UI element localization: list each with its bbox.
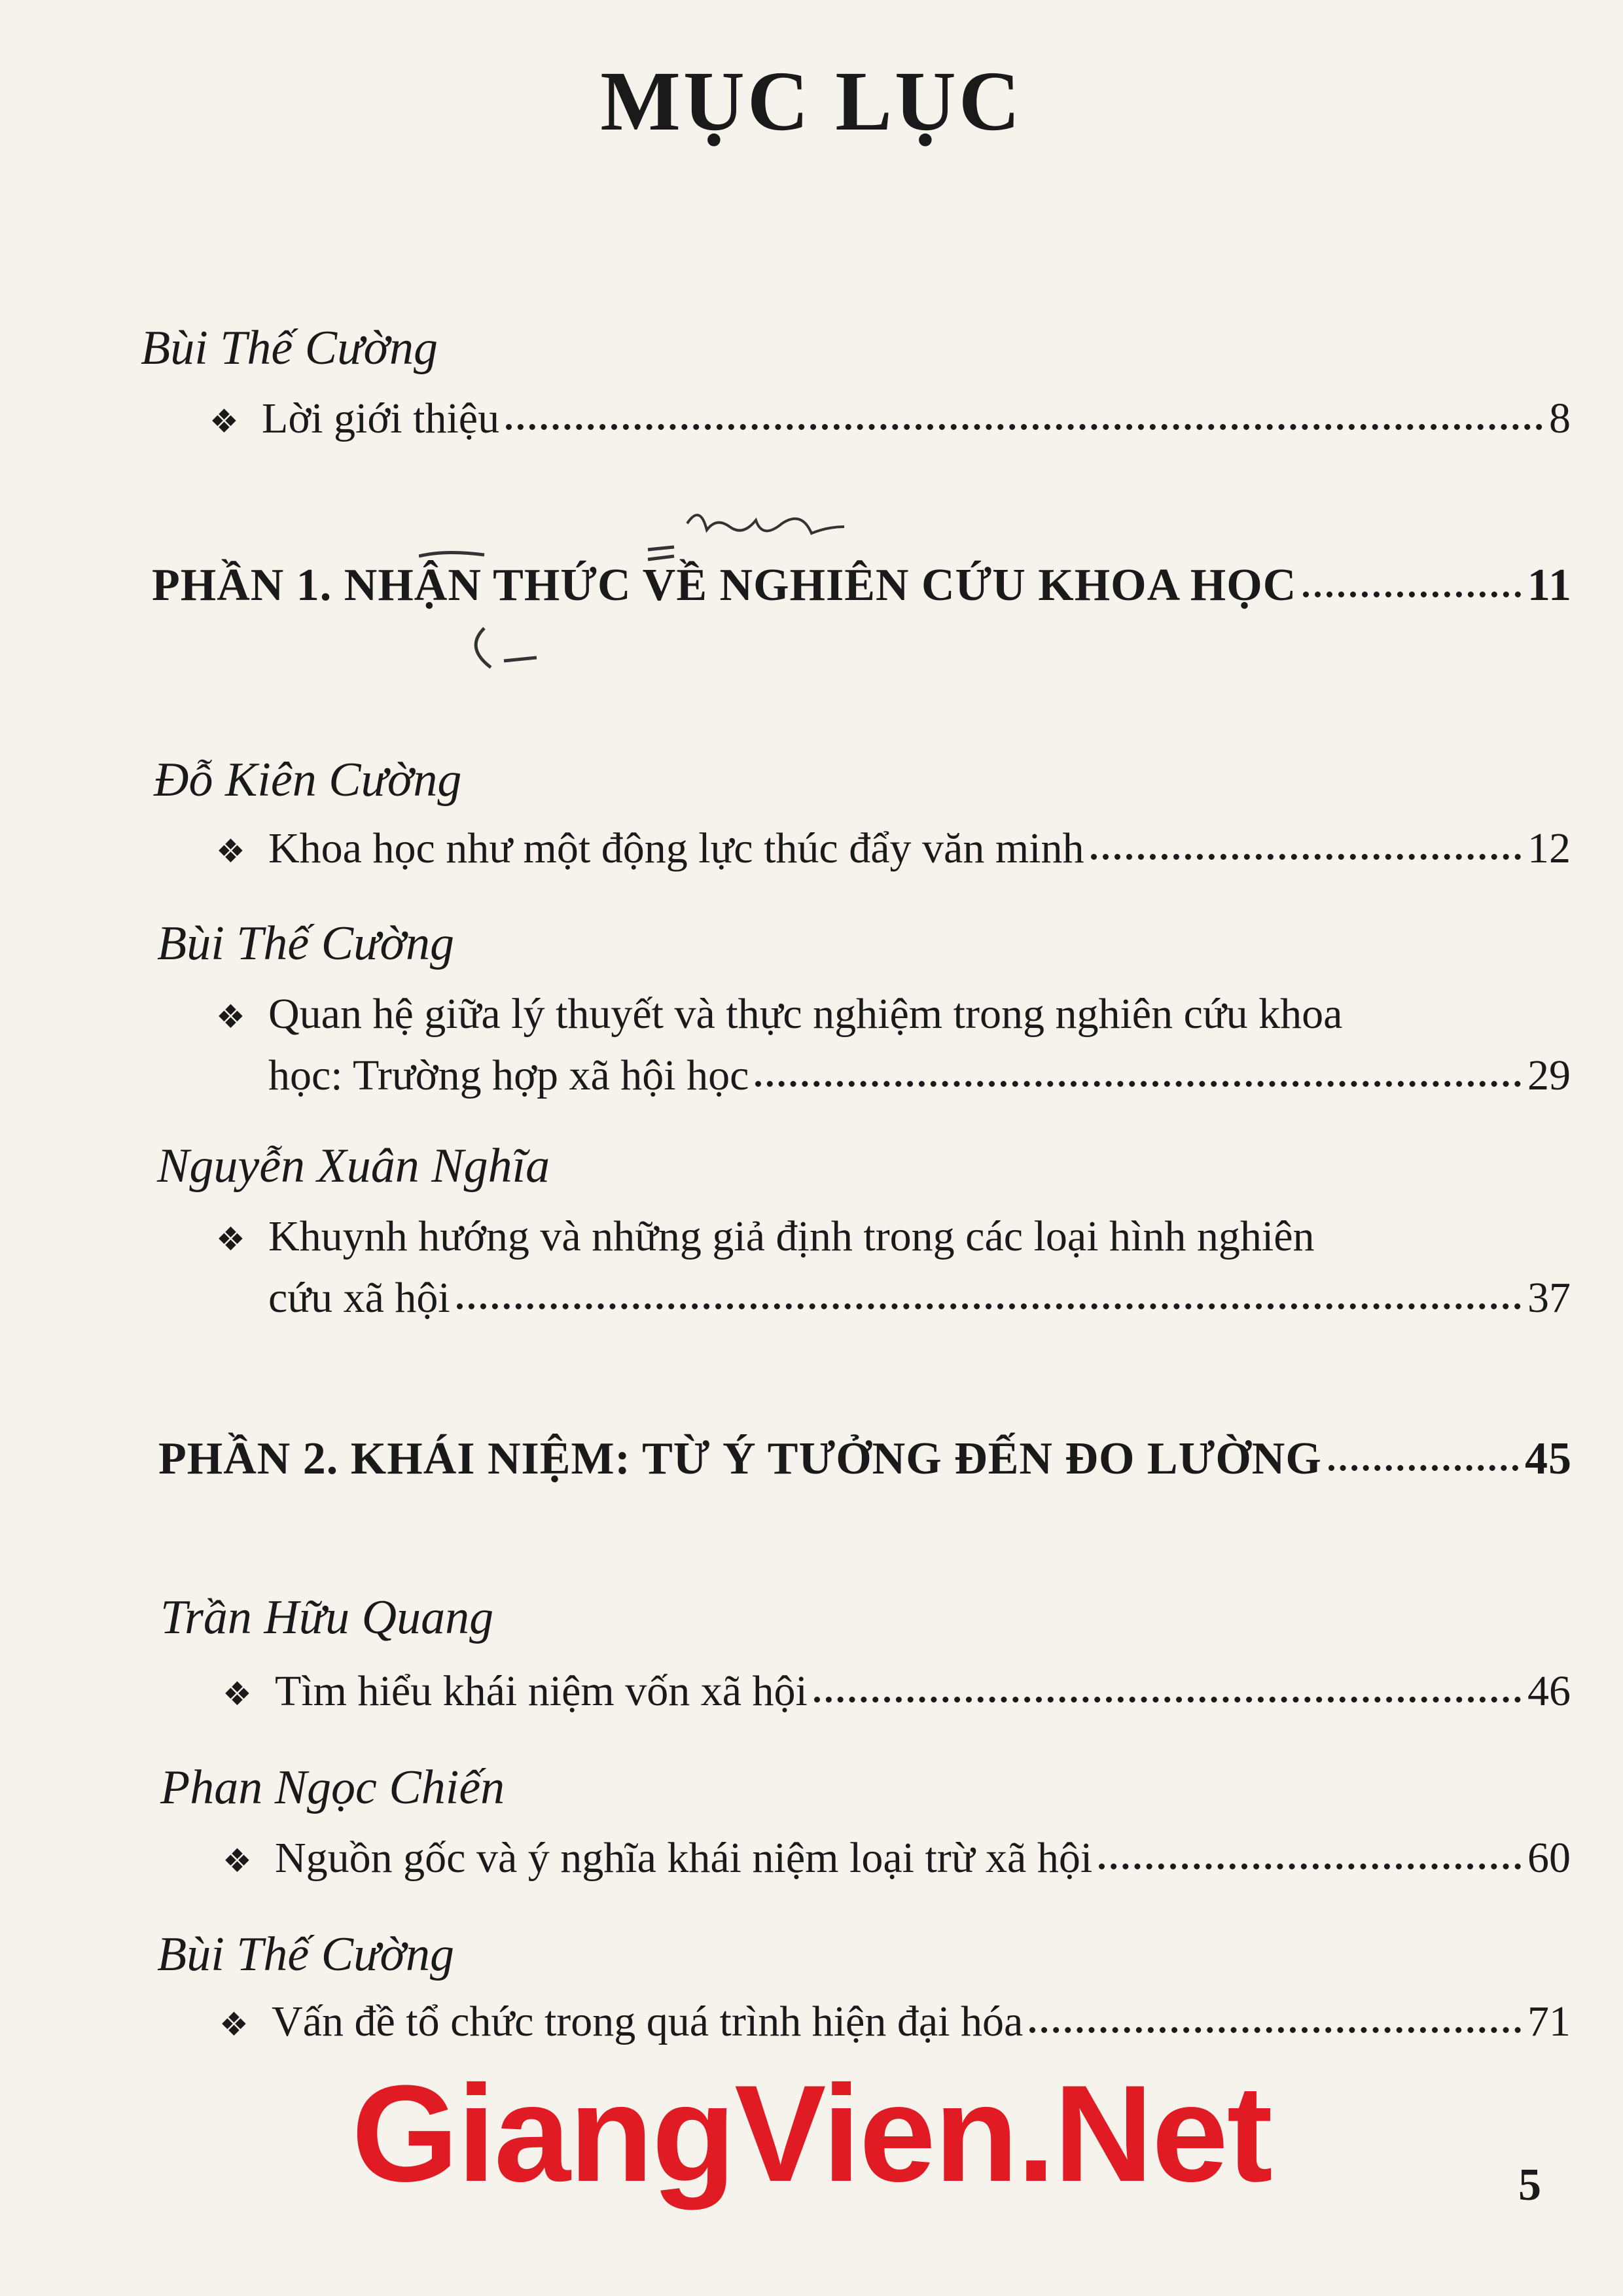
author-name: Nguyễn Xuân Nghĩa [157,1139,550,1193]
dot-leader [755,1081,1521,1087]
author-name: Bùi Thế Cường [157,917,454,970]
entry-title-continued: học: Trường hợp xã hội học [268,1051,749,1099]
section-heading[interactable] [158,1433,1572,1485]
bullet-icon: ❖ [216,1221,245,1258]
author-name: Bùi Thế Cường [157,1928,454,1981]
section-title: PHẦN 1. NHẬN THỨC VỀ NGHIÊN CỨU KHOA HỌC [152,560,1297,610]
dot-leader [1329,1465,1518,1471]
entry-title: Tìm hiểu khái niệm vốn xã hội [275,1667,808,1715]
page-ref: 11 [1527,560,1572,610]
page-title: MỤC LỤC [600,54,1023,149]
author-name: Bùi Thế Cường [141,321,438,375]
bullet-icon: ❖ [223,1843,252,1879]
dot-leader [506,424,1543,430]
bullet-icon: ❖ [209,403,239,440]
section-title: PHẦN 2. KHÁI NIỆM: TỪ Ý TƯỞNG ĐẾN ĐO LƯỜNG [158,1434,1322,1484]
bullet-icon: ❖ [219,2006,249,2043]
author-name: Phan Ngọc Chiến [160,1761,505,1814]
toc-entry[interactable] [216,985,1571,1105]
entry-title-continued: cứu xã hội [268,1274,450,1322]
dot-leader [814,1697,1521,1703]
page-ref: 45 [1525,1434,1572,1484]
dot-leader [457,1303,1521,1309]
author-name: Trần Hữu Quang [160,1591,494,1644]
page-ref: 37 [1527,1274,1571,1322]
entry-title: Khuynh hướng và những giả định trong các loại hình nghiên [268,1212,1315,1260]
section-heading[interactable] [152,559,1572,612]
bullet-icon: ❖ [216,998,245,1035]
dot-leader [1091,854,1522,860]
dot-leader [1029,2027,1521,2033]
toc-entry[interactable] [216,819,1571,881]
page-ref: 29 [1527,1051,1571,1099]
entry-title: Quan hệ giữa lý thuyết và thực nghiệm trong nghiên cứu khoa [268,990,1343,1038]
bullet-icon: ❖ [216,833,245,870]
dot-leader [1303,592,1521,597]
toc-entry[interactable] [216,1207,1571,1328]
page-ref: 8 [1549,395,1571,442]
entry-title: Nguồn gốc và ý nghĩa khái niệm loại trừ xã hội [275,1834,1093,1882]
entry-title: Lời giới thiệu [262,395,500,442]
toc-entry[interactable] [209,389,1571,451]
page-number: 5 [1518,2160,1541,2210]
page-ref: 71 [1527,1998,1571,2045]
entry-title: Vấn đề tổ chức trong quá trình hiện đại hóa [272,1998,1024,2045]
dot-leader [1099,1863,1521,1869]
toc-entry[interactable] [219,1992,1571,2054]
page-ref: 12 [1527,824,1571,872]
entry-title: Khoa học như một động lực thúc đẩy văn minh [268,824,1084,872]
watermark: GiangVien.Net [351,2057,1272,2210]
page-ref: 46 [1527,1667,1571,1715]
page-ref: 60 [1527,1834,1571,1882]
bullet-icon: ❖ [223,1676,252,1712]
toc-entry[interactable] [223,1662,1571,1723]
toc-entry[interactable] [223,1829,1571,1890]
author-name: Đỗ Kiên Cường [154,753,462,807]
